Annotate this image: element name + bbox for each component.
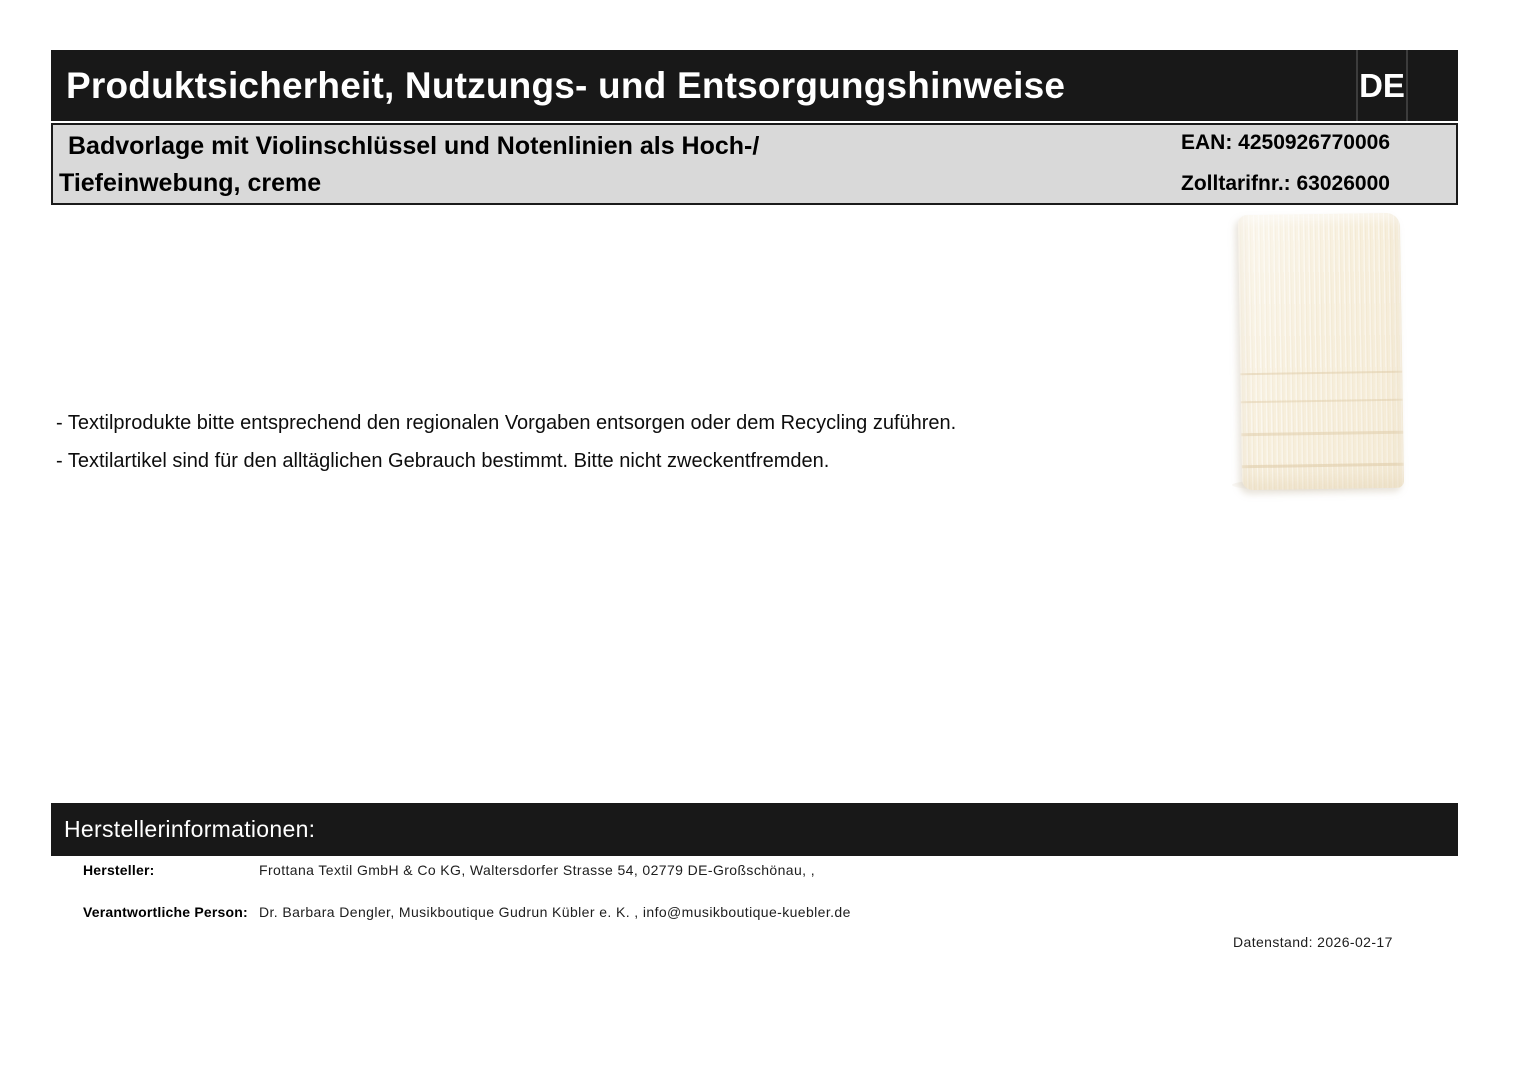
note-usage: - Textilartikel sind für den alltäglichen Gebrauch bestimmt. Bitte nicht zweckentfremden. xyxy=(56,450,830,472)
note-disposal: - Textilprodukte bitte entsprechend den regionalen Vorgaben entsorgen oder dem Recycling zuführen. xyxy=(56,412,957,434)
datestamp: Datenstand: 2026-02-17 xyxy=(1233,934,1393,950)
responsible-person-value: Dr. Barbara Dengler, Musikboutique Gudrun Kübler e. K. , info@musikboutique-kuebler.de xyxy=(259,904,851,920)
product-name-line-1: Badvorlage mit Violinschlüssel und Notenlinien als Hoch-/ xyxy=(68,132,760,160)
product-name-line-2: Tiefeinwebung, creme xyxy=(59,169,322,197)
product-name xyxy=(57,128,759,202)
disposal-usage-notes xyxy=(56,412,956,488)
manufacturer-row xyxy=(83,862,816,878)
product-tariff-number: Zolltarifnr.: 63026000 xyxy=(1181,172,1390,195)
manufacturer-value: Frottana Textil GmbH & Co KG, Waltersdorfer Strasse 54, 02779 DE-Großschönau, , xyxy=(259,862,816,878)
manufacturer-label: Hersteller: xyxy=(83,862,155,878)
product-codes xyxy=(1181,131,1390,196)
responsible-person-row xyxy=(83,904,851,920)
page-title: Produktsicherheit, Nutzungs- und Entsorgungshinweise xyxy=(66,64,1066,106)
language-badge: DE xyxy=(1356,50,1408,121)
product-photo-towel xyxy=(1238,213,1404,491)
manufacturer-section-heading: Herstellerinformationen: xyxy=(51,803,1458,856)
product-info-panel xyxy=(51,123,1458,205)
header-bar xyxy=(51,50,1458,121)
product-ean: EAN: 4250926770006 xyxy=(1181,131,1390,154)
responsible-person-label: Verantwortliche Person: xyxy=(83,904,248,920)
